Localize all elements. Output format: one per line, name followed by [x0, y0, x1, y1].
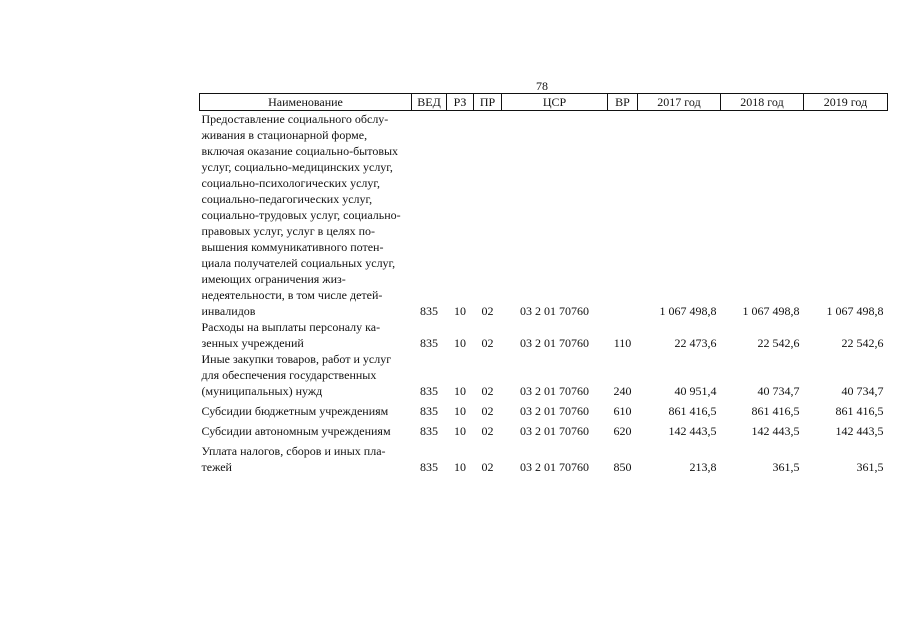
- header-name: Наименование: [200, 94, 412, 111]
- row-csr: 03 2 01 70760: [520, 304, 589, 318]
- table-row: [200, 399, 888, 419]
- row-2017: 861 416,5: [668, 404, 717, 418]
- row-vr: 850: [613, 460, 632, 474]
- row-vr: 110: [613, 336, 632, 350]
- row-ved: 835: [420, 304, 438, 318]
- row-ved: 835: [420, 424, 438, 438]
- header-csr: ЦСР: [502, 94, 608, 111]
- row-2017: 142 443,5: [668, 424, 717, 438]
- row-2018: 361,5: [772, 460, 800, 474]
- row-2019: 40 734,7: [841, 384, 884, 398]
- header-rz: РЗ: [447, 94, 474, 111]
- row-2019: 22 542,6: [841, 336, 884, 350]
- row-2017: 213,8: [689, 460, 717, 474]
- row-2018: 22 542,6: [757, 336, 800, 350]
- row-name: Субсидии бюджетным учреждениям: [201, 404, 389, 418]
- table-row: [200, 419, 888, 439]
- row-name: Расходы на выплаты персоналу ка-зенных учреждений: [201, 320, 381, 350]
- row-2019: 861 416,5: [835, 404, 884, 418]
- row-2018: 40 734,7: [757, 384, 800, 398]
- header-2018: 2018 год: [721, 94, 804, 111]
- row-vr: [608, 111, 638, 320]
- row-ved: 835: [420, 384, 438, 398]
- table-header-row: [200, 94, 888, 111]
- row-name: Иные закупки товаров, работ и услуг для обеспечения государственных (муниципальных) нужд: [201, 352, 392, 398]
- row-2018: 1 067 498,8: [742, 304, 800, 318]
- row-2019: 142 443,5: [835, 424, 884, 438]
- row-2019: 361,5: [856, 460, 884, 474]
- row-2017: 22 473,6: [674, 336, 717, 350]
- row-ved: 835: [420, 336, 438, 350]
- table-row: [200, 111, 888, 320]
- row-name: Предоставление социального обслу-живания в стационарной форме, включая оказание социально-бытовых услуг, социально-медицинских услуг, социально-психологических услуг, социально-педагогических услуг, социально-трудовых услуг, социально-правовых услуг, услуг в целях по-вышения коммуникативного потен-циала получателей социальных услуг, имеющих ограничения жиз-недеятельности, в том числе детей-инвалидов: [201, 112, 401, 318]
- budget-table: [199, 93, 888, 475]
- row-pr: 02: [481, 304, 494, 318]
- row-2017: 40 951,4: [674, 384, 717, 398]
- row-ved: 835: [420, 404, 438, 418]
- row-rz: 10: [454, 404, 466, 418]
- row-csr: 03 2 01 70760: [520, 404, 589, 418]
- row-csr: 03 2 01 70760: [520, 336, 589, 350]
- header-2019: 2019 год: [804, 94, 888, 111]
- page-number: 78: [536, 79, 548, 93]
- row-rz: 10: [454, 384, 466, 398]
- header-2017: 2017 год: [638, 94, 721, 111]
- row-vr: 610: [613, 404, 632, 418]
- row-pr: 02: [481, 424, 494, 438]
- row-rz: 10: [454, 304, 466, 318]
- header-vr: ВР: [608, 94, 638, 111]
- table-row: [200, 439, 888, 475]
- row-pr: 02: [481, 460, 494, 474]
- row-2018: 142 443,5: [751, 424, 800, 438]
- row-csr: 03 2 01 70760: [520, 460, 589, 474]
- row-2017: 1 067 498,8: [659, 304, 717, 318]
- row-name: Субсидии автономным учреждениям: [201, 424, 391, 438]
- row-name: Уплата налогов, сборов и иных пла-тежей: [201, 444, 386, 474]
- row-rz: 10: [454, 424, 466, 438]
- table-row: [200, 351, 888, 399]
- row-2018: 861 416,5: [751, 404, 800, 418]
- row-csr: 03 2 01 70760: [520, 424, 589, 438]
- row-csr: 03 2 01 70760: [520, 384, 589, 398]
- row-rz: 10: [454, 336, 466, 350]
- table-row: [200, 319, 888, 351]
- header-pr: ПР: [474, 94, 502, 111]
- row-2019: 1 067 498,8: [826, 304, 884, 318]
- row-vr: 620: [613, 424, 632, 438]
- header-ved: ВЕД: [412, 94, 447, 111]
- row-pr: 02: [481, 404, 494, 418]
- row-rz: 10: [454, 460, 466, 474]
- row-pr: 02: [481, 384, 494, 398]
- row-vr: 240: [613, 384, 632, 398]
- row-ved: 835: [420, 460, 438, 474]
- row-pr: 02: [481, 336, 494, 350]
